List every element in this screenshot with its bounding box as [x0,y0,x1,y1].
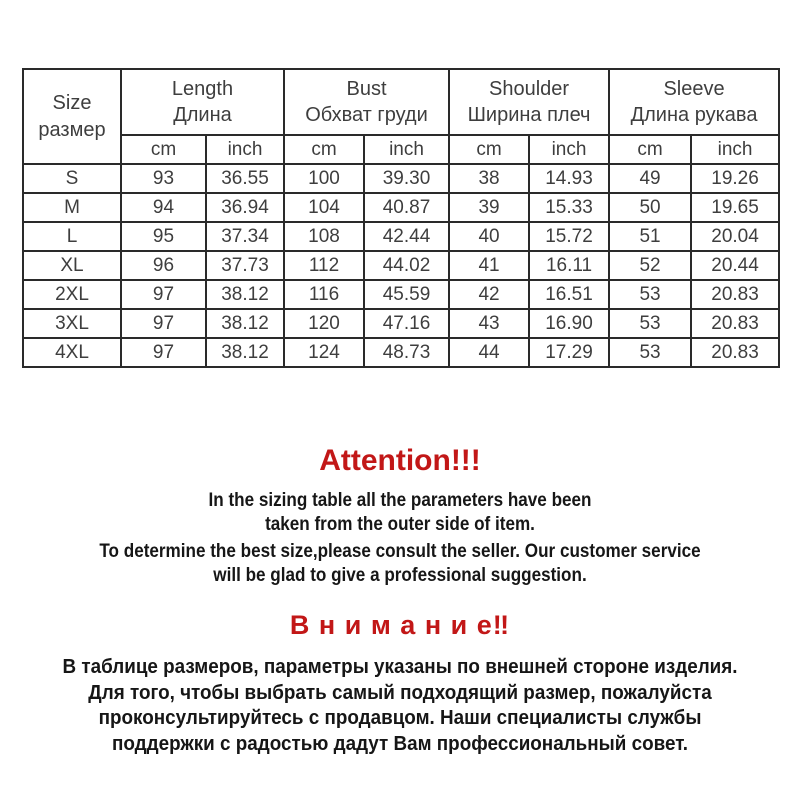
table-cell: 112 [284,251,364,280]
table-cell: 47.16 [364,309,449,338]
table-cell: 108 [284,222,364,251]
unit-cell: cm [284,135,364,164]
table-cell: 96 [121,251,206,280]
table-row [23,338,779,367]
length-column-header [121,69,284,135]
table-cell: 14.93 [529,164,609,193]
header-row-units [23,135,779,164]
size-cell: 2XL [23,280,121,309]
unit-cell: inch [364,135,449,164]
table-cell: 39.30 [364,164,449,193]
table-cell: 39 [449,193,529,222]
table-cell: 43 [449,309,529,338]
size-cell: M [23,193,121,222]
text-line: To determine the best size,please consult the seller. Our customer service [99,541,701,562]
size-column-header [23,69,121,164]
text-line: В таблице размеров, параметры указаны по внешней стороне изделия. [62,655,738,678]
bust-header-en: Bust [346,78,387,100]
table-cell: 93 [121,164,206,193]
table-cell: 20.83 [691,280,779,309]
table-cell: 97 [121,338,206,367]
table-cell: 40.87 [364,193,449,222]
size-cell: S [23,164,121,193]
table-cell: 16.90 [529,309,609,338]
text-line: проконсультируйтесь с продавцом. Наши специалисты службы [98,706,702,729]
table-cell: 95 [121,222,206,251]
bust-header-ru: Обхват груди [305,104,428,126]
table-cell: 41 [449,251,529,280]
table-cell: 97 [121,280,206,309]
table-cell: 45.59 [364,280,449,309]
text-line: In the sizing table all the parameters have been [208,490,592,511]
table-cell: 42.44 [364,222,449,251]
table-cell: 38.12 [206,338,284,367]
english-note-2 [40,540,760,588]
table-row [23,164,779,193]
length-header-ru: Длина [173,104,232,126]
size-chart-table [22,68,780,368]
table-cell: 40 [449,222,529,251]
table-cell: 124 [284,338,364,367]
table-cell: 37.34 [206,222,284,251]
table-cell: 38.12 [206,309,284,338]
table-row [23,222,779,251]
unit-cell: cm [449,135,529,164]
text-line: Для того, чтобы выбрать самый подходящий размер, пожалуйста [88,680,712,704]
table-cell: 94 [121,193,206,222]
table-cell: 38.12 [206,280,284,309]
table-cell: 53 [609,338,691,367]
russian-note [32,654,768,756]
table-cell: 19.65 [691,193,779,222]
table-cell: 53 [609,309,691,338]
length-header-en: Length [171,78,234,100]
size-cell: 3XL [23,309,121,338]
table-cell: 100 [284,164,364,193]
table-cell: 36.94 [206,193,284,222]
shoulder-column-header [449,69,609,135]
table-cell: 52 [609,251,691,280]
bust-column-header [284,69,449,135]
table-cell: 20.04 [691,222,779,251]
unit-cell: inch [691,135,779,164]
unit-cell: cm [609,135,691,164]
table-cell: 104 [284,193,364,222]
sleeve-header-en: Sleeve [663,78,725,100]
table-cell: 16.51 [529,280,609,309]
table-row [23,309,779,338]
english-note-1 [40,489,760,537]
sleeve-header-ru: Длина рукава [630,104,758,126]
table-cell: 42 [449,280,529,309]
table-row [23,280,779,309]
table-cell: 50 [609,193,691,222]
table-cell: 38 [449,164,529,193]
table-cell: 37.73 [206,251,284,280]
size-header-ru: размер [38,118,106,141]
table-cell: 44.02 [364,251,449,280]
size-cell: 4XL [23,338,121,367]
table-row [23,193,779,222]
table-cell: 116 [284,280,364,309]
text-line: поддержки с радостью дадут Вам профессиональный совет. [111,731,689,755]
table-cell: 53 [609,280,691,309]
table-cell: 16.11 [529,251,609,280]
table-cell: 17.29 [529,338,609,367]
header-row-main [23,69,779,135]
unit-cell: cm [121,135,206,164]
table-cell: 20.83 [691,338,779,367]
size-header-en: Size [52,91,92,114]
table-row [23,251,779,280]
table-cell: 120 [284,309,364,338]
unit-cell: inch [529,135,609,164]
sleeve-column-header [609,69,779,135]
table-cell: 20.44 [691,251,779,280]
table-cell: 15.72 [529,222,609,251]
shoulder-header-en: Shoulder [488,78,570,100]
table-cell: 48.73 [364,338,449,367]
attention-title: Attention!!! [319,444,481,477]
table-cell: 97 [121,309,206,338]
russian-attention-title: В н и м а н и е‼ [289,610,511,640]
text-line: will be glad to give a professional suggestion. [213,565,587,586]
table-cell: 44 [449,338,529,367]
table-cell: 36.55 [206,164,284,193]
table-cell: 15.33 [529,193,609,222]
table-cell: 20.83 [691,309,779,338]
table-cell: 19.26 [691,164,779,193]
unit-cell: inch [206,135,284,164]
text-line: taken from the outer side of item. [265,514,535,535]
table-cell: 49 [609,164,691,193]
size-cell: L [23,222,121,251]
shoulder-header-ru: Ширина плеч [467,104,591,126]
table-cell: 51 [609,222,691,251]
size-cell: XL [23,251,121,280]
